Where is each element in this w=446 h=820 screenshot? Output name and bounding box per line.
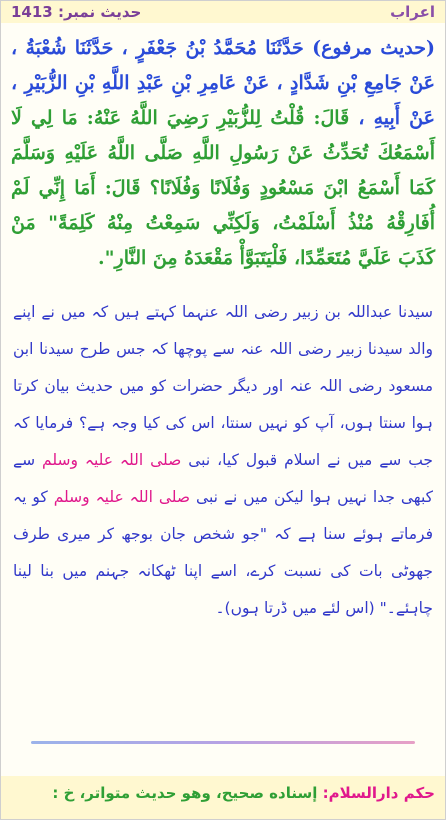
salutation-text: صلی اللہ علیہ وسلم [53, 488, 191, 506]
ruling-label: حكم دارالسلام: [317, 784, 435, 802]
hadith-number: حديث نمبر: 1413 [11, 3, 142, 21]
arabic-text [1, 23, 445, 276]
urdu-text-part3: کو یہ فرماتے ہوئے سنا ہے کہ "جو شخص جان بوجھ کر میری طرف جھوٹی بات کی نسبت کرے، اسے اپنا ٹھکانہ جہنم میں بنا لینا چاہئے۔" (اس لئے میں ڈرتا ہوں)۔ [13, 488, 433, 617]
urdu-text-part2: سے کبھی جدا نہیں ہوا لیکن میں نے نبی [13, 451, 433, 506]
aerab-toggle-link[interactable]: اعراب [390, 3, 435, 21]
arabic-sanad: (حديث مرفوع) حَدَّثَنَا مُحَمَّدُ بْنُ جَعْفَرٍ ، حَدَّثَنَا شُعْبَةُ ، عَنْ جَامِعِ بْنِ شَدَّادٍ ، عَنْ عَامِرِ بْنِ عَبْدِ اللَّهِ بْنِ الزُّبَيْرِ ، عَنْ أَبِيهِ ، [11, 37, 435, 129]
urdu-translation [1, 276, 445, 627]
hadith-header [1, 1, 445, 23]
arabic-matn: قَالَ: قُلْتُ لِلزُّبَيْرِ رَضِيَ اللَّهُ عَنْهُ: مَا لِي لَا أَسْمَعُكَ تُحَدِّثُ عَنْ رَسُولِ اللَّهِ صَلَّى اللَّهُ عَلَيْهِ وَسَلَّمَ كَمَا أَسْمَعُ ابْنَ مَسْعُودٍ وَفُلَانًا وَفُلَانًا؟ قَالَ: أَمَا إِنِّي لَمْ أُفَارِقْهُ مُنْذُ أَسْلَمْتُ، وَلَكِنِّي سَمِعْتُ مِنْهُ كَلِمَةً" مَنْ كَذَبَ عَلَيَّ مُتَعَمِّدًا، فَلْيَتَبَوَّأْ مَقْعَدَهُ مِنَ النَّارِ". [11, 107, 435, 269]
salutation-text: صلی اللہ علیہ وسلم [42, 451, 182, 469]
section-divider [31, 741, 415, 744]
ruling-text: إسناده صحيح، وهو حديث متواتر، خ : [52, 784, 318, 802]
urdu-text-part1: سیدنا عبداللہ بن زبیر رضی اللہ عنہما کہتے ہیں کہ میں نے اپنے والد سیدنا زبیر رضی اللہ عنہ سے پوچھا کہ جس طرح سیدنا ابن مسعود رضی اللہ عنہ اور دیگر حضرات کو میں حدیث بیان کرتا ہوا سنتا ہوں، آپ کو نہیں سنتا، اس کی کیا وجہ ہے؟ فرمایا کہ جب سے میں نے اسلام قبول کیا، نبی [13, 303, 434, 469]
hadith-ruling [1, 776, 445, 819]
